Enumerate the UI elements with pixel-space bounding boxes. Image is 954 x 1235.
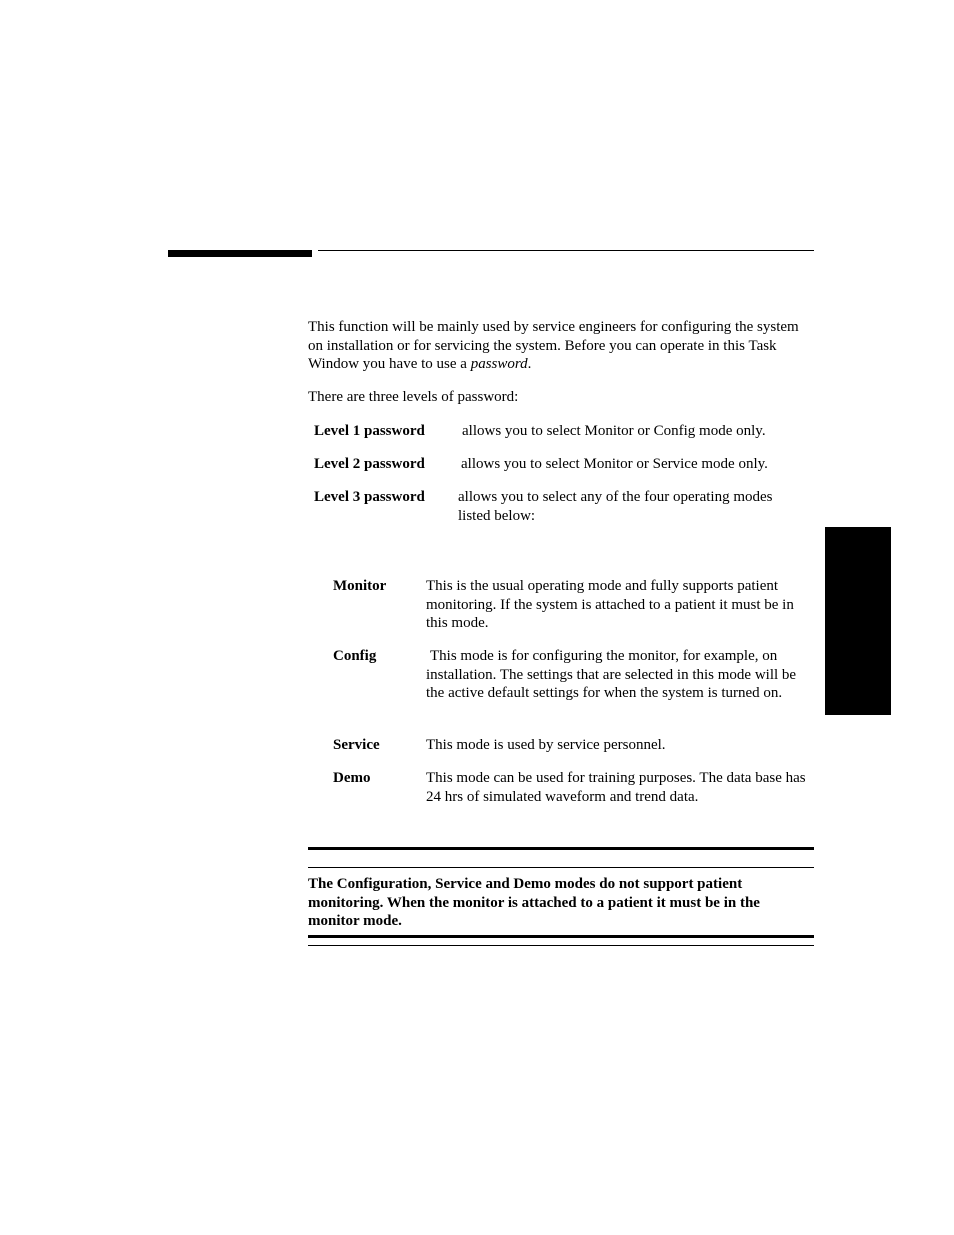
intro-text-end: .: [527, 356, 532, 372]
header-thick-rule: [168, 250, 312, 257]
level-1-term: Level 1 password: [314, 423, 425, 439]
intro-emphasis: password: [470, 356, 528, 372]
note-top-thick-rule: [308, 847, 814, 850]
levels-intro: There are three levels of password:: [308, 389, 519, 405]
mode-demo-term: Demo: [333, 770, 371, 786]
note-bottom-thin-rule: [308, 945, 814, 946]
note-text: The Configuration, Service and Demo modes do not support patient monitoring. When the monitor is attached to a patient it must be in the monitor mode.: [308, 876, 760, 929]
intro-paragraph: [308, 318, 814, 374]
header-thin-rule: [318, 250, 814, 251]
mode-config-desc: This mode is for configuring the monitor, for example, on installation. The settings that are selected in this mode will be the active default settings for when the system is turned on.: [426, 648, 797, 701]
level-2-term: Level 2 password: [314, 456, 425, 472]
chapter-tab-marker: [825, 527, 891, 715]
level-1-desc: allows you to select Monitor or Config mode only.: [462, 423, 766, 439]
level-2-desc: allows you to select Monitor or Service mode only.: [461, 456, 768, 472]
intro-text: This function will be mainly used by service engineers for configuring the system on installation or for servicing the system. Before you can operate in this Task Window you have to use a: [308, 319, 799, 372]
note-top-thin-rule: [308, 867, 814, 868]
level-3-term: Level 3 password: [314, 489, 425, 505]
mode-service-desc: This mode is used by service personnel.: [426, 737, 666, 753]
mode-monitor-desc: This is the usual operating mode and fully supports patient monitoring. If the system is attached to a patient it must be in this mode.: [426, 578, 794, 631]
mode-monitor-term: Monitor: [333, 578, 387, 594]
mode-config-term: Config: [333, 648, 377, 664]
mode-demo-desc: This mode can be used for training purposes. The data base has 24 hrs of simulated waveform and trend data.: [426, 770, 806, 805]
level-3-desc: allows you to select any of the four operating modes listed below:: [458, 489, 773, 524]
mode-service-term: Service: [333, 737, 380, 753]
note-bottom-thick-rule: [308, 935, 814, 938]
